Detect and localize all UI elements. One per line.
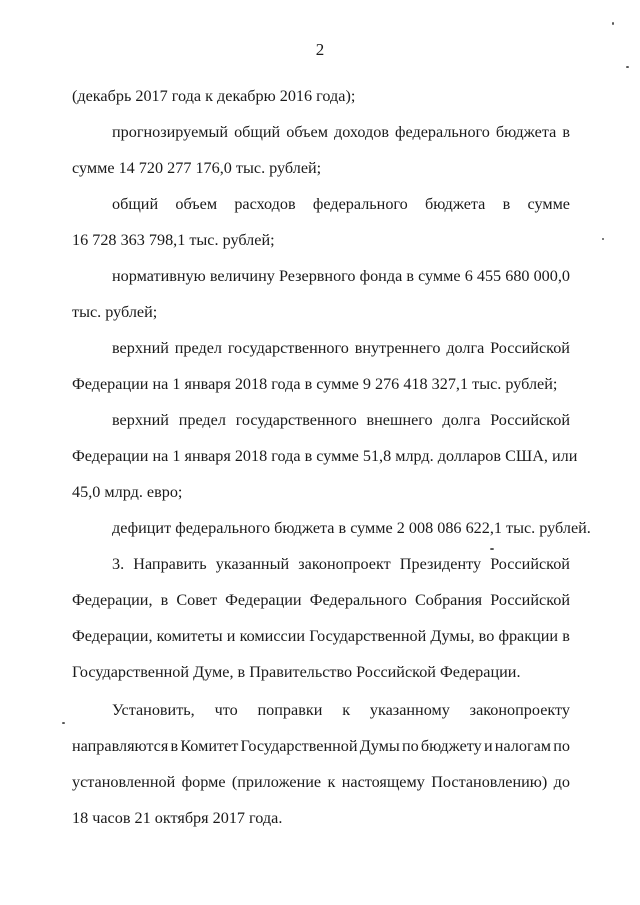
word: законопроект bbox=[298, 555, 391, 573]
word: верхний bbox=[112, 411, 169, 429]
word: Российской bbox=[490, 555, 570, 573]
word: к bbox=[327, 773, 336, 791]
word: в bbox=[562, 627, 570, 645]
scan-speck bbox=[62, 722, 65, 724]
scan-speck bbox=[602, 238, 604, 240]
word: в bbox=[562, 123, 570, 141]
word: 3. bbox=[112, 555, 125, 573]
text-line: дефицит федерального бюджета в сумме 2 008 086 622,1 тыс. рублей. bbox=[112, 519, 591, 537]
word: Думы, bbox=[430, 627, 475, 645]
word: бюджету bbox=[420, 737, 482, 755]
word: бюджета bbox=[424, 195, 486, 213]
text-line bbox=[112, 338, 570, 358]
word: нормативную bbox=[112, 267, 206, 285]
word: общий bbox=[234, 123, 281, 141]
word: Федерального bbox=[309, 591, 407, 609]
word: настоящему bbox=[341, 773, 425, 791]
word: Направить bbox=[133, 555, 207, 573]
word: указанный bbox=[215, 555, 290, 573]
word: Государственной bbox=[240, 737, 358, 755]
word: предел bbox=[178, 411, 226, 429]
word: законопроекту bbox=[469, 701, 570, 719]
text-line bbox=[72, 626, 570, 646]
word: верхний bbox=[112, 339, 169, 357]
text-line bbox=[112, 266, 570, 286]
word: внутреннего bbox=[354, 339, 441, 357]
scan-speck bbox=[612, 22, 614, 25]
word: Российской bbox=[490, 411, 570, 429]
word: установленной bbox=[72, 773, 176, 791]
text-line bbox=[112, 122, 570, 142]
word: во bbox=[478, 627, 495, 645]
word: расходов bbox=[234, 195, 296, 213]
word: 680 bbox=[505, 267, 530, 285]
word: Комитет bbox=[180, 737, 239, 755]
scan-speck bbox=[490, 548, 494, 550]
word: федерального bbox=[395, 123, 490, 141]
text-line bbox=[112, 194, 570, 214]
word: Российской bbox=[490, 591, 570, 609]
word: Совет bbox=[176, 591, 218, 609]
text-line: 45,0 млрд. евро; bbox=[72, 483, 183, 501]
word: Постановлению) bbox=[431, 773, 548, 791]
word: 455 bbox=[476, 267, 502, 285]
word: налогам bbox=[494, 737, 552, 755]
word: государственного bbox=[227, 339, 349, 357]
word: общий bbox=[112, 195, 159, 213]
word: внешнего bbox=[366, 411, 433, 429]
text-line: Федерации на 1 января 2018 года в сумме 51,8 млрд. долларов США, или bbox=[72, 447, 578, 465]
word: форме bbox=[181, 773, 226, 791]
word: долга bbox=[442, 411, 481, 429]
word: по bbox=[401, 737, 419, 755]
word: государственного bbox=[235, 411, 357, 429]
text-line bbox=[112, 700, 570, 720]
word: долга bbox=[446, 339, 485, 357]
word: указанному bbox=[369, 701, 450, 719]
word: Федерации, bbox=[72, 627, 153, 645]
text-line: 16 728 363 798,1 тыс. рублей; bbox=[72, 231, 275, 249]
word: комиссии bbox=[239, 627, 306, 645]
word: 000,0 bbox=[533, 267, 570, 285]
page-number: 2 bbox=[315, 40, 325, 59]
word: объем bbox=[175, 195, 218, 213]
word: сумме bbox=[527, 195, 570, 213]
word: объем bbox=[286, 123, 328, 141]
text-line bbox=[112, 554, 570, 574]
word: фракции bbox=[498, 627, 559, 645]
scan-speck bbox=[626, 66, 629, 68]
word: Собрания bbox=[414, 591, 483, 609]
word: доходов bbox=[333, 123, 389, 141]
word: до bbox=[553, 773, 570, 791]
word: Думы bbox=[359, 737, 400, 755]
text-line bbox=[72, 736, 570, 756]
word: Федерации bbox=[225, 591, 302, 609]
word: и bbox=[483, 737, 493, 755]
word: в bbox=[170, 737, 179, 755]
text-line: (декабрь 2017 года к декабрю 2016 года); bbox=[72, 87, 356, 105]
word: Президенту bbox=[399, 555, 482, 573]
text-line bbox=[112, 410, 570, 430]
word: Резервного bbox=[278, 267, 356, 285]
word: прогнозируемый bbox=[112, 123, 229, 141]
word: в bbox=[406, 267, 414, 285]
word: (приложение bbox=[231, 773, 322, 791]
word: бюджета bbox=[495, 123, 557, 141]
word: 6 bbox=[464, 267, 473, 285]
word: и bbox=[226, 627, 236, 645]
word: Установить, bbox=[112, 701, 195, 719]
word: Государственной bbox=[309, 627, 427, 645]
word: величину bbox=[209, 267, 275, 285]
text-line bbox=[72, 590, 570, 610]
word: сумме bbox=[418, 267, 461, 285]
text-line bbox=[72, 772, 570, 792]
word: фонда bbox=[359, 267, 403, 285]
text-line: тыс. рублей; bbox=[72, 303, 158, 321]
word: Российской bbox=[490, 339, 570, 357]
text-line: Государственной Думе, в Правительство Российской Федерации. bbox=[72, 663, 521, 681]
word: что bbox=[214, 701, 238, 719]
text-line: 18 часов 21 октября 2017 года. bbox=[72, 809, 283, 827]
word: в bbox=[502, 195, 511, 213]
text-line: сумме 14 720 277 176,0 тыс. рублей; bbox=[72, 159, 322, 177]
word: предел bbox=[174, 339, 222, 357]
word: по bbox=[553, 737, 570, 755]
word: Федерации, bbox=[72, 591, 153, 609]
word: комитеты bbox=[156, 627, 223, 645]
word: к bbox=[342, 701, 351, 719]
word: направляются bbox=[72, 737, 169, 755]
text-line: Федерации на 1 января 2018 года в сумме 9 276 418 327,1 тыс. рублей; bbox=[72, 375, 558, 393]
word: поправки bbox=[257, 701, 323, 719]
word: федерального bbox=[312, 195, 408, 213]
word: в bbox=[160, 591, 169, 609]
